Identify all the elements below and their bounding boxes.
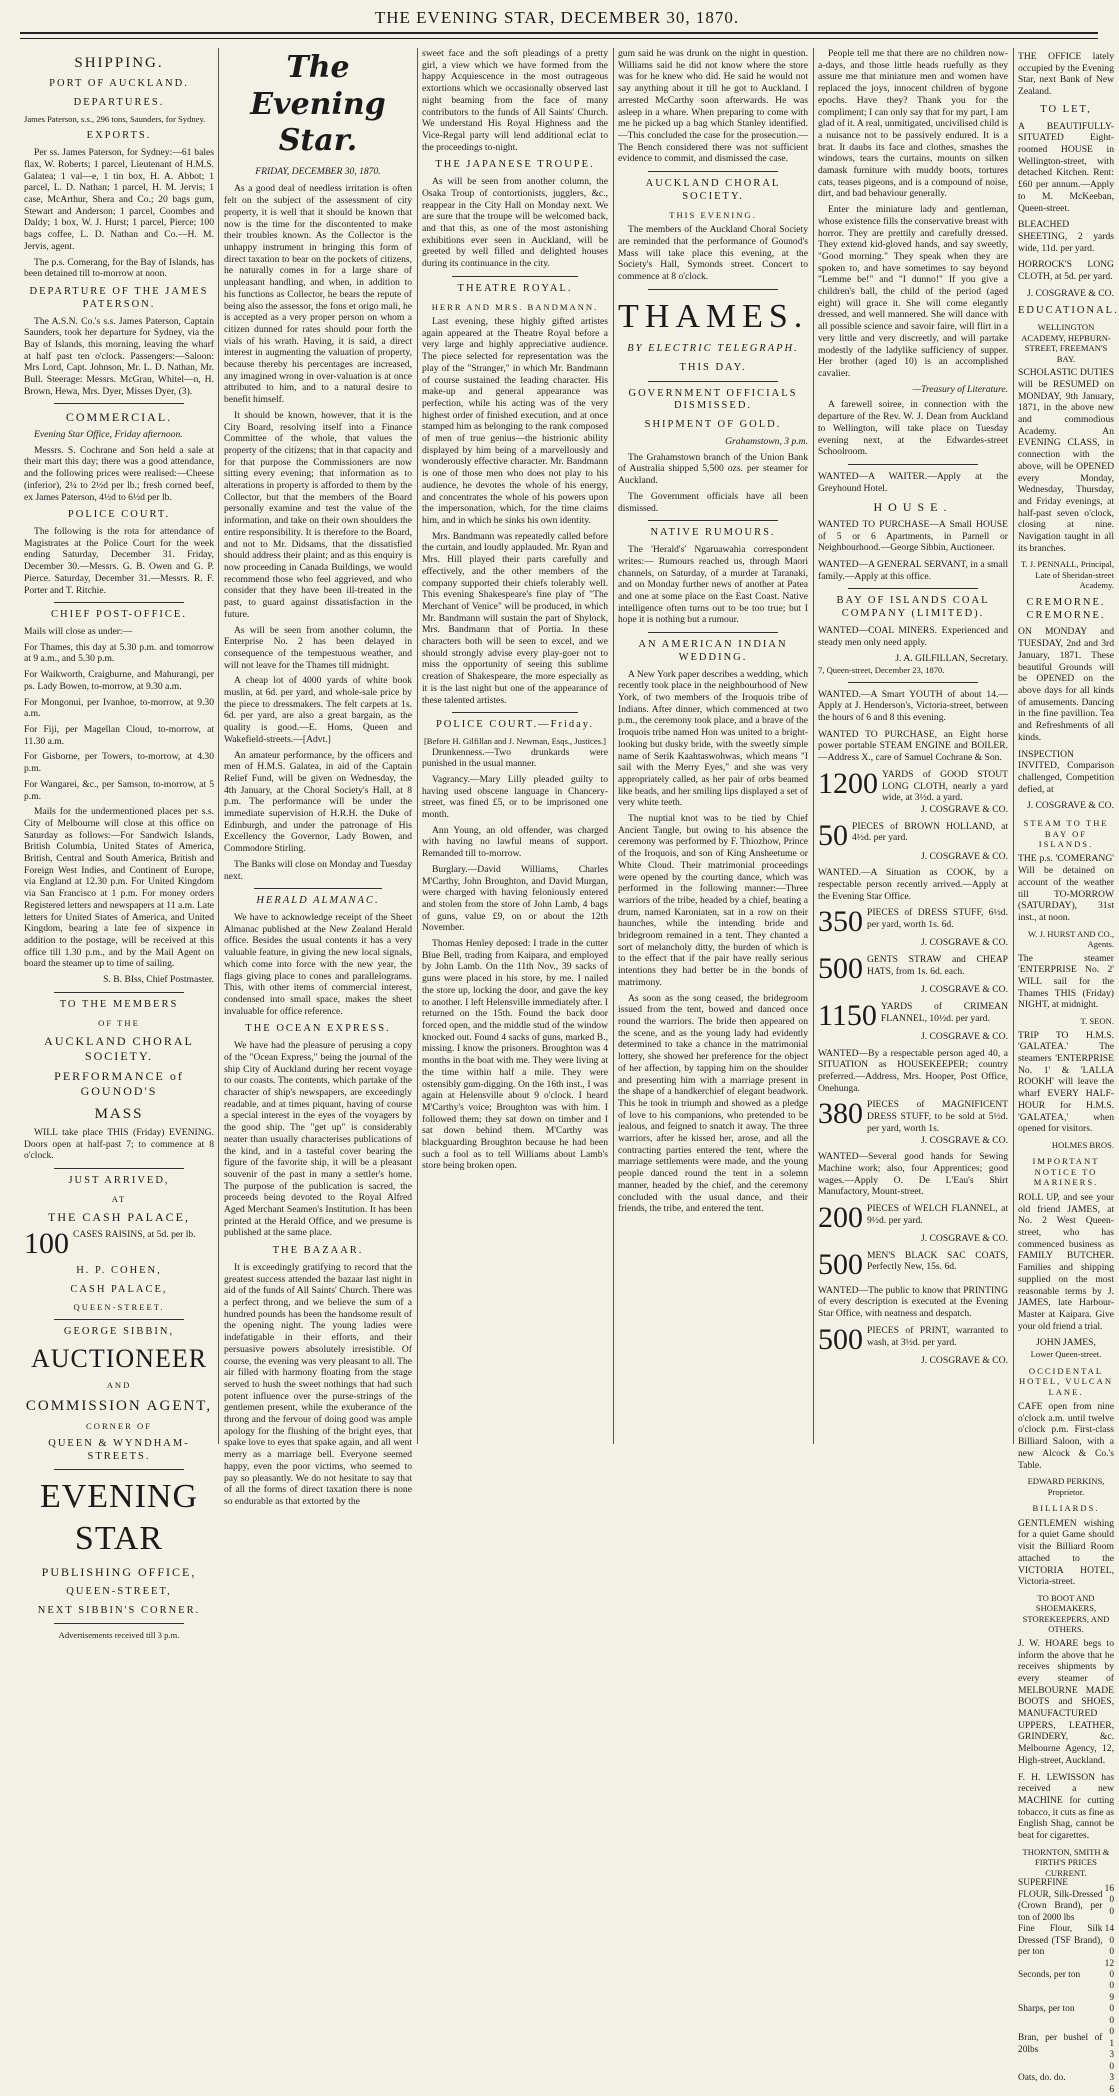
raisins-count: 100 — [24, 1226, 69, 1260]
hotel-heading: OCCIDENTAL HOTEL, VULCAN LANE. — [1018, 1365, 1114, 1397]
james-address: Lower Queen-street. — [1030, 1349, 1102, 1360]
cloth-text: MEN'S BLACK SAC COATS, Perfectly New, 15s. 6d. — [867, 1249, 1008, 1273]
classified-ad: WANTED—The public to know that PRINTING of every description is executed at the Evening Star Office, with neatness and despatch. — [818, 1284, 1008, 1320]
bazaar-continued: sweet face and the soft pleadings of a pretty girl, a view which we have formed from the happy Acquiescence in the most outrageous extortions which we occasionally observed last night beaming from the face of many contributors to the funds of All Saints' Church. We understand His Royal Highness and the Vice-Regal party will lend additional eclat to the proceedings to-night. — [422, 48, 608, 153]
ocean-express-text: We have had the pleasure of perusing a copy of the "Ocean Express," being the journal of the ship City of Auckland during her recent voyage to our coasts. The contents, which partake of the character of ship's newspapers, are exceedingly readable, and at times piquant, having of course a special interest in the eyes of the voyagers by the good ship. The "get up" is considerably neater than usually characterises publications of the kind, and in a tasteful cover bearing the figure of the favorite ship, it will be a pleasant souvenir of the past in many a settler's home. The purpose of the publication is sacred, the proceeds being devoted to the Royal Alfred Aged Merchant Seamen's Institution. It has been printed at the Herald Office, and we presume is published at the same place. — [224, 1040, 412, 1239]
wedding-paragraph: A New York paper describes a wedding, which recently took place in the neighbourhood of New York, of two members of the Iroquois tribe of Indians. After dinner, which commenced at two p.m., the ceremony took place, and a brave of the Iroquois tribe named Hon was united to a bright-looking but dusky bride, with the sweetly simple name of Serik Kaahtaswohwas, which means "I sail with the Merry Eyes," and she was very appropriately called, as her pair of orbs beamed like beads, and her smiling lips displayed a set of very white teeth. — [618, 668, 808, 809]
shipping-heading: SHIPPING. — [74, 55, 164, 71]
editorial-paragraph: An amateur performance, by the officers and men of H.M.S. Galatea, in aid of the Captain Relief Fund, will be given on Wednesday, the 4th January, at the Choral Society's Hall, at 8 p.m. The performance will be under the immediate supervision of H.R.H. the Duke of Edinburgh, and under the patronage of His Excellency the Governor, Lady Bowen, and Commodore Stirling. — [224, 749, 412, 855]
essay-source: —Treasury of Literature. — [912, 383, 1008, 395]
price-value: 0 1 3 — [1109, 2027, 1114, 2061]
cosgrave-sign: J. COSGRAVE & CO. — [921, 937, 1008, 949]
steam-heading: STEAM TO THE BAY OF ISLANDS. — [1023, 818, 1109, 849]
divider — [54, 992, 184, 993]
port-heading: PORT OF AUCKLAND. — [49, 78, 189, 90]
editorial-paragraph: The Banks will close on Monday and Tuesday next. — [224, 858, 412, 882]
departures-text: James Paterson, s.s., 296 tons, Saunders, for Sydney. — [24, 113, 206, 124]
column-2 — [220, 48, 416, 1507]
column-6 — [1014, 48, 1119, 2095]
classified-ad: WANTED—A GENERAL SERVANT, in a small family.—Apply at this office. — [818, 559, 1008, 582]
cloth-ad — [818, 1099, 1008, 1146]
children-essay: People tell me that there are no children now-a-days, and those little heads ruefully as they assure me that miniature men and women have replaced the joys, innocent children of bygone epochs. Have they? Thank you for the compliment; I can only say that for my part, I am glad of it. A real, unmitigated, uncivilised child is a nuisance not to be passively endured. It is a brat. It daubs its face and clothes, smashes the windows, tears the curtains, mounts on silken damask furniture with muddy boots, tortures cats, teases pigeons, and is a compound of noise, dirt, and bad behaviour generally. — [818, 48, 1008, 200]
cosgrave-sign: J. COSGRAVE & CO. — [921, 984, 1008, 996]
cloth-text: PIECES of PRINT, warranted to wash, at 3½d. per yard. — [867, 1324, 1008, 1348]
holmes-sign: HOLMES BROS. — [1051, 1140, 1114, 1150]
office-title: EVENING STAR — [39, 1478, 199, 1557]
cosgrave-sign: J. COSGRAVE & CO. — [921, 850, 1008, 862]
commercial-text: Messrs. S. Cochrane and Son held a sale at their mart this day; there was a good attendance, and the following prices were realised:—Cheese (inferior), 2¼ to 2½d per lb.; fresh corned beef, ex James Paterson, 4½d to 6½d per lb. — [24, 444, 214, 503]
coal-sign: J. A. GILFILLAN, Secretary. — [895, 653, 1008, 665]
price-item: SUPERFINE FLOUR, Silk-Dressed (Crown Brand), per ton of 2000 lbs — [1018, 1878, 1103, 1923]
choral-heading: AUCKLAND CHORAL SOCIETY. — [645, 178, 781, 202]
telegraph-line: BY ELECTRIC TELEGRAPH. — [627, 343, 799, 355]
office-street: QUEEN-STREET, — [66, 1585, 172, 1597]
sibbin-commission: COMMISSION AGENT, — [25, 1397, 213, 1414]
divider — [452, 276, 578, 277]
divider — [54, 1319, 184, 1320]
divider — [54, 602, 184, 603]
sheeting-ad: BLEACHED SHEETING, 2 yards wide, 11d. per yard. — [1018, 219, 1114, 254]
editorial-paragraph: As a good deal of needless irritation is often felt on the subject of the assessment of city property, it is well that it should be known that now is the time for the discontented to make their troubles known. As the Collector is the unhappy instrument in bringing this form of direct taxation to bear on the pockets of citizens, he naturally comes in for a large share of unpleasant handling, and when, in addition to his functions as Collector, he bears the repute of being also the assessor, the fons et origo mali, he is accepted as a very proper person on whom a citizen dunned for rates should pour forth the vials of his wrath. Having, it is said, a direct interest in augmenting the valuation of property, because thereby his percentages are increased, any imagined wrong in over-valuation is at once attributed to him, and to a natural desire to benefit himself. — [224, 183, 412, 406]
exports-text: Per ss. James Paterson, for Sydney:—61 bales flax, W. Roberts; 1 parcel, Lieutenant of H.M.S. Galatea; 1 val—e, 1 tin box, H. A. Abbot; 1 parcel, L. D. Nathan; 1 parcel, H. M. Jervis; 1 case, McArthur, Shera and Co.; 20 bags gum, Stewart and Anderson; 1 parcel, Coombes and Daldy; 1 box, W. J. Hurst; 1 parcel, Pierce; 100 bags coffee, L. D. Nathan and Co.—H. M. Jervis, agent. — [24, 147, 214, 252]
cosgrave-sign: J. COSGRAVE & CO. — [1027, 800, 1114, 812]
cohen-name: H. P. COHEN, — [76, 1264, 162, 1276]
choral-performance: PERFORMANCE of GOUNOD'S — [54, 1069, 184, 1098]
billiards-ad: GENTLEMEN wishing for a quiet Game should visit the Billiard Room attached to the VICTORIA HOTEL, Victoria-street. — [1018, 1517, 1114, 1588]
price-item: Sharps, per ton — [1018, 2004, 1075, 2015]
theatre-subheading: HERR AND MRS. BANDMANN. — [431, 301, 599, 312]
prices-heading: THORNTON, SMITH & FIRTH'S PRICES CURRENT. — [1022, 1846, 1110, 1878]
gold-text: The Grahamstown branch of the Union Bank of Australia shipped 5,500 ozs. per steamer for Auckland. — [618, 451, 808, 487]
price-item: Bran, per bushel of 20lbs — [1018, 2033, 1103, 2055]
post-office-heading: CHIEF POST-OFFICE. — [51, 609, 187, 621]
price-row — [1018, 2027, 1114, 2061]
column-1 — [20, 48, 218, 1641]
price-value: 14 0 0 — [1104, 1924, 1114, 1958]
exports-heading: EXPORTS. — [86, 130, 152, 142]
theatre-paragraph: Mrs. Bandmann was repeatedly called before the curtain, and loudly applauded. Mr. Ryan and Mrs. Hill played their parts carefully and effectively, and the other members of the company supported their chiefs tolerably well. This evening Shakespeare's fine play of "The Merchant of Venice" will be produced, in which Mr. Bandmann will sustain the part of Shylock, Mrs. Bandmann that of Portia. In these characters both will be seen to excel, and we should strongly advise every play-goer not to miss the opportunity of seeing this sublime creation of Shakespeare, the more especially as it is the last night but one of the appearance of these talented artistes. — [422, 530, 608, 706]
japanese-text: As will be seen from another column, the Osaka Troup of contortionists, jugglers, &c., reappear in the City Hall on Monday next. We are sure that the troupe will be welcomed back, and that this, as one of the most astonishing exhibitions ever seen in Auckland, will be greeted by well filled and delighted houses during its continuance in the city. — [422, 176, 608, 270]
choral-text: WILL take place THIS (Friday) EVENING. Doors open at half-past 7; to commence at 8 o'clock. — [24, 1126, 214, 1162]
editorial-paragraph: It should be known, however, that it is the City Board, resolving itself into a Finance Committee of the whole, that values the property of the citizens; that in that capacity and for that purpose the Commissioners are now sitting every evening; that information as to alterations in property is afforded to them by the Collector, but that the members of the Board personally examine and test the value of the information, and take on their own shoulders the entire responsibility. It is therefore to the Board, and not to Mr. Didsams, that the dissatisfied should address their plaint; and as this enquiry is now proceeding in Canada Buildings, we would recommend those who feel aggrieved, and who consider that they have been ill-treated in the past, to guard against dissatisfaction in the future. — [224, 409, 412, 620]
editorial-paragraph: As will be seen from another column, the Enterprise No. 2 has been delayed in consequence of the tempestuous weather, and will not leave for the Thames till midnight. — [224, 624, 412, 671]
children-essay: Enter the miniature lady and gentleman, whose existence fills the conservative breast with horror. They are prettily and carefully dressed. They extend kid-gloved hands, and say sweetly, "Good morning." They speak when they are spoken to, and have sometimes to say beyond "Lemme be!" and "I dunno!" If you give a children's ball, the child of the period (aged eight) will grace it. She will come elegantly dressed, and well mannered. She will dance with all possible science and savoir faire, will flirt in a very little and very discreetly, and will partake modestly of the ladylike sufficiency of supper. Her brother (aged 10) is an accomplished cavalier. — [818, 204, 1008, 379]
house-heading: HOUSE. — [873, 500, 953, 515]
comerang-notice: The p.s. Comerang, for the Bay of Islands, has been detained till to-morrow at noon. — [24, 256, 214, 280]
price-row — [1018, 1959, 1114, 1993]
post-line: Mails for the undermentioned places per s.s. City of Melbourne will close at this office on Saturday as follows:—For Sandwich Islands, British Columbia, United States of America, British, Central and South America, British and Foreign West Indies, and Continent of Europe, via England at 12.30 p.m. For United Kingdom via San Francisco at 1 p.m. For money orders Registered letters and newspapers at 11 a.m. Late letters for United States of America, and United Kingdom, bearing a late fee of sixpence in addition to the postage, will be received at this office till 1.30 p.m., and by the Mail Agent on board the steamer up to time of sailing. — [24, 806, 214, 970]
post-line: For Thames, this day at 5.30 p.m. and tomorrow at 9 a.m., and 5.30 p.m. — [24, 641, 214, 665]
enterprise-ad: The steamer 'ENTERPRISE No. 2' WILL sail for the Thames THIS (Friday) NIGHT, at midnight. — [1018, 952, 1114, 1011]
wedding-paragraph: The nuptial knot was to be tied by Chief Ancient Tangle, but owing to his absence the ceremony was performed by F. Thiozhow, Prince of the Iroquois, and son of King Ansheetume or White Cloud. Their matrimonial proceedings were opened by the courting dance, which was performed in the following manner:—Three warriors of the tribe, headed by a chief, beating a drum, named Karoniaten, sat in a row on their haunches, while the intending bride and bridegroom remained in a tent. They chanted a sort of melancholy ditty, the burden of which is to the effect that if the pair have really serious intentions they had better be in the bonds of matrimony. — [618, 813, 808, 988]
cloth-text: PIECES of MAGNIFICENT DRESS STUFF, to be sold at 5½d. per yard, worth 1s. — [867, 1099, 1008, 1134]
post-line: For Wangarei, &c., per Samson, to-morrow, at 5 p.m. — [24, 778, 214, 802]
departures-heading: DEPARTURES. — [73, 97, 165, 109]
cloth-count: 50 — [818, 818, 848, 852]
classified-ad: WANTED.—A Smart YOUTH of about 14.—Apply at J. Henderson's, Victoria-street, between the hours of 6 and 8 this evening. — [818, 688, 1008, 724]
hurst-sign: W. J. HURST AND CO., Agents. — [1028, 928, 1114, 950]
gold-heading: SHIPMENT OF GOLD. — [644, 419, 782, 431]
divider — [452, 712, 578, 713]
classified-ad: WANTED TO PURCHASE, an Eight horse power portable STEAM ENGINE and BOILER.—Address X., care of Samuel Cochrane & Son. — [818, 728, 1008, 764]
cohen-place: CASH PALACE, — [70, 1283, 168, 1295]
classified-ad: WANTED—By a respectable person aged 40, a SITUATION as HOUSEKEEPER; country preferred.—Address, Mrs. Hooper, Post Office, Onehunga. — [818, 1047, 1008, 1094]
price-item: Oats, do. do. — [1018, 2073, 1066, 2084]
boots-heading: TO BOOT AND SHOEMAKERS, STOREKEEPERS, AND OTHERS. — [1022, 1592, 1110, 1635]
cosgrave-sign: J. COSGRAVE & CO. — [1027, 287, 1114, 299]
cloth-count: 1150 — [818, 998, 877, 1032]
sibbin-streets: QUEEN & WYNDHAM-STREETS. — [48, 1437, 190, 1462]
office-next: NEXT SIBBIN'S CORNER. — [37, 1604, 201, 1616]
commercial-dateline: Evening Star Office, Friday afternoon. — [34, 429, 183, 441]
raisins-text: CASES RAISINS, at 5d. per lb. — [73, 1228, 196, 1240]
divider — [848, 464, 978, 465]
cloth-ad — [818, 998, 1008, 1043]
office-ads-note: Advertisements received till 3 p.m. — [58, 1630, 180, 1641]
coal-date: 7, Queen-street, December 23, 1870. — [818, 665, 945, 676]
ocean-express-heading: THE OCEAN EXPRESS. — [245, 1023, 391, 1035]
price-value: 9 0 0 — [1109, 1992, 1114, 2026]
cloth-ad — [818, 907, 1008, 949]
column-divider — [218, 48, 219, 1444]
classified-ad: WANTED.—A Situation as COOK, by a respectable person recently arrived.—Apply at the Evening Star Office. — [818, 867, 1008, 902]
divider — [54, 1623, 184, 1624]
police-paragraph: Thomas Henley deposed: I trade in the cutter Blue Bell, trading from Kaipara, and employed by John Lamb. On the 11th Nov., 39 sacks of guns were placed in his store, by me. I nailed the store up, locking the door, and gave the key to another. I left Helensville immediately after. I returned on the 15th. Found the back door forced open, and the middle stud of the window knocked out. Found 4 sacks of guns, marked B., missing. I know the prisoners. Broughton was 4 months in the boat with me. They were living at the time within half a mile. They were ostensibly gum-digging. On the 16th inst., I was again at Helensville about 9 o'clock. I heard M'Carthy's voice; Broughton was with him. I followed them; they sat down on timber and I sat down behind them. M'Carthy was blackguarding Broughton because he had been such a fool as to tell Williams about Lamb's store being broken open. — [422, 938, 608, 1172]
to-let-heading: TO LET, — [1040, 103, 1092, 115]
divider — [648, 520, 778, 521]
cloth-text: PIECES of DRESS STUFF, 6½d. per yard, worth 1s. 6d. — [867, 907, 1008, 931]
wedding-heading: AN AMERICAN INDIAN WEDDING. — [638, 639, 788, 663]
hotel-ad: CAFE open from nine o'clock a.m. until twelve o'clock p.m. First-class Billiard Saloon, with a new Alcock & Co.'s Table. — [1018, 1401, 1114, 1471]
cloth-count: 500 — [818, 1322, 863, 1356]
choral-mass: MASS — [94, 1105, 144, 1122]
cloth-ad — [818, 1322, 1008, 1367]
choral-subheading: THIS EVENING. — [669, 209, 757, 220]
cloth-ad — [818, 766, 1008, 816]
column-4 — [614, 48, 812, 1444]
rumours-text: The 'Herald's' Ngaruawahia correspondent writes:— Rumours reached us, through Maori channels, on Saturday, of a murder at Taranaki, and on Monday further news of another at Patea and one at some place on the East Coast. Native intelligence often turns out to be too true; but I hope it is nothing but a rumour. — [618, 544, 808, 626]
bazaar-text: It is exceedingly gratifying to record that the greatest success attended the bazaar last night in aid of the funds of All Saints' Church. There was a perfect throng, and we believe the sum of a hundred pounds has been the handsome result of the opening night. The young ladies were indefatigable in their efforts, and their persuasive powers absolutely irresistible. Of course, the evening was very pleasant to all. The air filled with harmony floating from the stage served to hush the sweet nothings that had such potent influence over the purse-strings of the gentlemen present, while the exuberance of the throng and the fervour of doing good was ample apology for the flushing of the bright eyes, that spake love to eyes that spake again, and all went merry as a marriage bell. Everyone seemed happy, even the poor victims, who seemed to pay so pleasantly. We do not hesitate to say that of all the forms of direct taxation there is none so endurable as that extorted by the — [224, 1261, 412, 1507]
column-5 — [814, 48, 1012, 1444]
cosgrave-sign: J. COSGRAVE & CO. — [921, 1233, 1008, 1245]
inspection-ad: INSPECTION INVITED, Comparison challenged, Competition defied, at — [1018, 748, 1114, 795]
divider — [648, 632, 778, 633]
longcloth-ad: HORROCK'S LONG CLOTH, at 5d. per yard. — [1018, 259, 1114, 283]
issue-dateline: FRIDAY, DECEMBER 30, 1870. — [255, 165, 381, 177]
officials-heading: GOVERNMENT OFFICIALS DISMISSED. — [628, 387, 798, 412]
choral-of: OF THE — [98, 1017, 140, 1028]
postmaster-sign: S. B. BIss, Chief Postmaster. — [103, 974, 214, 986]
gold-dateline: Grahamstown, 3 p.m. — [725, 436, 808, 448]
divider — [648, 289, 778, 290]
thames-heading: THAMES. — [618, 297, 809, 335]
cosgrave-sign: J. COSGRAVE & CO. — [921, 1354, 1008, 1366]
post-line: Mails will close as under:— — [24, 626, 133, 638]
police-heading: POLICE COURT. — [67, 509, 171, 521]
divider — [848, 588, 978, 589]
cloth-ad — [818, 1247, 1008, 1281]
column-3 — [418, 48, 612, 1444]
arrived-heading: JUST ARRIVED, — [68, 1174, 170, 1186]
price-row — [1018, 1924, 1114, 1958]
cloth-ad — [818, 1203, 1008, 1245]
seon-sign: T. SEON. — [1080, 1016, 1114, 1027]
divider — [54, 1168, 184, 1169]
james-sign: JOHN JAMES, — [1036, 1337, 1096, 1349]
price-row — [1018, 1878, 1114, 1924]
billiards-heading: BILLIARDS. — [1032, 1503, 1100, 1514]
almanac-heading: HERALD ALMANAC. — [256, 895, 380, 907]
police-bench: [Before H. Gilfillan and J. Newman, Esqs., Justices.] — [423, 736, 607, 747]
price-row — [1018, 2062, 1114, 2096]
divider — [648, 171, 778, 172]
theatre-heading: THEATRE ROYAL. — [457, 282, 573, 294]
mariners-heading: IMPORTANT NOTICE TO MARINERS. — [1032, 1156, 1100, 1188]
comerang-ad: THE p.s. 'COMERANG' Will be detained on account of the weather till TO-MORROW (SATURDAY), 31st inst., at noon. — [1018, 853, 1114, 923]
post-line: For Gisborne, per Towers, to-morrow, at 4.30 p.m. — [24, 751, 214, 775]
cloth-count: 1200 — [818, 766, 878, 800]
police-court-heading: POLICE COURT.—Friday. — [435, 719, 595, 731]
masthead: THE EVENING STAR, DECEMBER 30, 1870. — [374, 8, 740, 27]
choral-society: AUCKLAND CHORAL SOCIETY. — [44, 1034, 194, 1063]
this-day: THIS DAY. — [679, 361, 747, 373]
sibbin-name: GEORGE SIBBIN, — [63, 1325, 175, 1337]
academy-name: WELLINGTON ACADEMY, HEPBURN-STREET, FREEMAN'S BAY. — [1021, 322, 1111, 364]
office-to-let-ad: THE OFFICE lately occupied by the Evening Star, next Bank of New Zealand. — [1018, 51, 1114, 98]
cremorne-ad: ON MONDAY and TUESDAY, 2nd and 3rd January, 1871. These beautiful Grounds will be OPENED on the above days for all kinds of amusements. Dancing in the fine pavillion. Tea and Refreshments of all kinds. — [1018, 626, 1114, 743]
divider — [648, 381, 778, 382]
price-value: 0 3 6 — [1109, 2061, 1114, 2095]
arrived-place: THE CASH PALACE, — [48, 1210, 190, 1225]
price-item: Fine Flour, Silk Dressed (TSF Brand), per ton — [1018, 1924, 1103, 1958]
choral-text: The members of the Auckland Choral Society are reminded that the performance of Gounod's Mass will take place this evening, at the Society's Hall, Symonds street. Concert to commence at 8 o'clock. — [618, 224, 808, 282]
departure-heading: DEPARTURE OF THE JAMES PATERSON. — [29, 285, 209, 310]
price-item: Seconds, per ton — [1018, 1970, 1081, 1980]
price-row — [1018, 1993, 1114, 2027]
post-list — [24, 626, 214, 970]
perkins-sign: EDWARD PERKINS, Proprietor. — [1027, 1476, 1105, 1497]
cohen-street: QUEEN-STREET. — [73, 1302, 165, 1313]
educational-heading: EDUCATIONAL. — [1018, 305, 1119, 317]
theatre-paragraph: Last evening, these highly gifted artistes again appeared at the Theatre Royal before a very large and highly appreciative audience. The piece selected for representation was the play of the "Stranger," in which Mr. Bandmann of course sustained the leading character. His make-up and general appearance was perfection, while his acting was of the very highest order of finished execution, and at once stamped him as belonging to the rank composed of men of true genius—the histrionic ability displayed by him being of a marvellously and wonderously effective character. Mr. Bandmann is one of those men who does not play to his audience, he devotes the whole of his energy, and concentrates the whole of his powers upon the impersonation, which, for the time claims him, and in which he sinks his own identity. — [422, 316, 608, 526]
classified-ad: WANTED—A WAITER.—Apply at the Greyhound Hotel. — [818, 470, 1008, 494]
cosgrave-sign: J. COSGRAVE & CO. — [921, 803, 1008, 815]
classified-ad: WANTED TO PURCHASE—A Small HOUSE of 5 or 6 Apartments, in Parnell or Neighbourhood.—George Sibbin, Auctioneer. — [818, 518, 1008, 554]
academy-sign: T. J. PENNALL, Principal, Late of Sheridan-street Academy. — [1020, 559, 1114, 591]
cloth-text: YARDS of CRIMEAN FLANNEL, 10½d. per yard. — [880, 1000, 1008, 1024]
divider — [254, 888, 382, 889]
cloth-count: 500 — [818, 1247, 863, 1281]
cloth-text: YARDS of GOOD STOUT LONG CLOTH, nearly a yard wide, at 3½d. a yard. — [882, 768, 1008, 804]
cloth-text: PIECES of WELCH FLANNEL, at 9½d. per yard. — [867, 1203, 1008, 1226]
raisins-ad — [24, 1226, 214, 1260]
bazaar-heading: THE BAZAAR. — [272, 1245, 364, 1257]
almanac-text: We have to acknowledge receipt of the Sheet Almanac published at the New Zealand Herald office. Besides the usual contents it has a very valuable feature, in giving the new local signals, which come into force with the new year, the flags giving place to cones and parallelograms. This, with other items of commercial interest, condensed into small space, makes the sheet invaluable for office reference. — [224, 912, 412, 1017]
cloth-text: PIECES of BROWN HOLLAND, at 4½d. per yard. — [852, 820, 1008, 844]
police-paragraph: Burglary.—David Williams, Charles M'Carthy, John Broughton, and David Murgan, were charged with having feloniously entered and stolen from the store of John Lamb, 4 bags of guns, value £9, on or about the 12th November. — [422, 863, 608, 934]
sibbin-title: AUCTIONEER — [30, 1343, 208, 1373]
price-value: 12 0 0 — [1104, 1958, 1114, 1992]
cloth-ad — [818, 818, 1008, 863]
office-sub: PUBLISHING OFFICE, — [41, 1565, 197, 1580]
police-paragraph: Ann Young, an old offender, was charged with having no lawful means of support. Remanded till to-morrow. — [422, 824, 608, 860]
mariners-ad: ROLL UP, and see your old friend JAMES, at No. 2 West Queen-street, who has commenced business as FAMILY BUTCHER. Families and shipping supplied on the most reasonable terms by J. JAMES, late Harbour-Master at Kaipara. Give your old friend a trial. — [1018, 1191, 1114, 1332]
wedding-paragraph: As soon as the song ceased, the bridegroom issued from the tent, bowed and danced once round the warriors. The bride then appeared on the scene, and as the young lady had evidently determined to take a chance in the matrimonial lottery, she showed her preference for the object of her affection, by tapping him on the shoulder and presenting him with a marriage present in the shape of a handkerchief of elegant beadwork. This he took in triumph and showed as a pledge of love to his companions, who pretended to be jealous, and feigned to snatch it away. The three warriors, after he kissed her, arose, and all the contracting parties entered the tent, where the marriage settlements were made, and the young people danced round the tent in a solemn manner, headed by the chief, and the ceremony concluded with the usual dance, and their friends, the tribe, and entered the tent. — [618, 992, 808, 1215]
commercial-heading: COMMERCIAL. — [65, 410, 173, 425]
masthead-rule — [20, 32, 1098, 34]
police-paragraph: Vagrancy.—Mary Lilly pleaded guilty to having used obscene language in Chancery-street, was fined £5, or to be imprisoned one month. — [422, 773, 608, 821]
cloth-count: 380 — [818, 1097, 863, 1131]
arrived-at: AT — [111, 1193, 127, 1204]
divider — [848, 682, 978, 683]
tobacco-ad: F. H. LEWISSON has received a new MACHINE for cutting tobacco, it cuts as fine as English Shag, cannot be beat for cigarettes. — [1018, 1771, 1114, 1842]
divider — [54, 1469, 184, 1470]
sibbin-and: AND — [106, 1380, 132, 1391]
newspaper-flag: The Evening Star. — [250, 50, 386, 159]
masthead-rule-thin — [20, 38, 1098, 39]
to-let-ad: A BEAUTIFULLY-SITUATED Eight-roomed HOUSE in Wellington-street, with detached Kitchen. Rent: £60 per annum.—Apply to M. McKeeban, Queen-street. — [1018, 120, 1114, 214]
cloth-count: 500 — [818, 952, 863, 986]
cosgrave-sign: J. COSGRAVE & CO. — [921, 1030, 1008, 1042]
cloth-count: 200 — [818, 1201, 863, 1235]
editorial-paragraph: A cheap lot of 4000 yards of white book muslin, at 6d. per yard, and whole-sale price by the piece to dressmakers. The felt carpets at 1s. 6d. per yard, are also a great bargain, as the quality is good.—E. Homs, Queen and Wakefield-streets.—[Advt.] — [224, 675, 412, 745]
police-paragraph: Drunkenness.—Two drunkards were punished in the usual manner. — [422, 746, 608, 770]
departure-text: The A.S.N. Co.'s s.s. James Paterson, Captain Saunders, took her departure for Sydney, via the Bay of Islands, this morning, leaving the wharf at half past ten o'clock. Passengers:—Saloon: Mrs Lord, Capt. Johnson, Mr. L. D. Nathan, Mr. Bull. Steerage: Messrs. McGrau, Whitel—n, H. Brown, Hewa, Mrs. Dyer, Misses Dyer, (3). — [24, 315, 214, 397]
cloth-count: 350 — [818, 905, 863, 939]
post-line: For Fiji, per Magellan Cloud, to-morrow, at 11.30 a.m. — [24, 724, 214, 747]
rumours-heading: NATIVE RUMOURS. — [650, 527, 776, 539]
cosgrave-sign: J. COSGRAVE & CO. — [921, 1134, 1008, 1146]
japanese-heading: THE JAPANESE TROUPE. — [435, 159, 595, 171]
police-rota: The following is the rota for attendance of Magistrates at the Police Court for the week ending Saturday, December 31. Friday, December 30.—Messrs. G. B. Owen and G. P. Pierce. Saturday, December 31.—Messrs. R. F. Porter and T. Ritchie. — [24, 526, 214, 596]
cloth-ad — [818, 954, 1008, 996]
police-continued: gum said he was drunk on the night in question. Williams said he did not know where the store was for he knew who did. He said he would not say anything about it till he got to Auckland. I arrested McCarthy soon afterwards. He was asleep in a whare. When preparing to come with me he picked up a bag which Stanley identified.—This concluded the case for the prosecution.—The Bench considered there was not sufficient evidence to commit, and dismissed the case. — [618, 48, 808, 165]
cremorne-heading: CREMORNE. CREMORNE. — [1026, 596, 1106, 621]
choral-to: TO THE MEMBERS — [59, 998, 179, 1010]
classified-ad: WANTED—Several good hands for Sewing Machine work; also, four Apprentices; good wages.—Apply O. De L'Eau's Shirt Manufactory, Mount-street. — [818, 1151, 1008, 1198]
divider — [54, 403, 184, 404]
academy-ad: SCHOLASTIC DUTIES will be RESUMED on MONDAY, 9th January, 1871, in the above new and commodious Academy. An EVENING CLASS, in connection with the above, will be OPENED every Monday, Wednesday, Thursday, and Friday evenings, at half-past seven o'clock, closing at nine. Navigation taught in all its branches. — [1018, 367, 1114, 554]
coal-company-heading: BAY OF ISLANDS COAL COMPANY (LIMITED). — [836, 595, 990, 620]
prices-table — [1018, 1878, 1114, 2096]
farewell-notice: A farewell soiree, in connection with the departure of the Rev. W. J. Dean from Auckland to Wellington, will take place on Tuesday evening next, at the Edwardes-street Schoolroom. — [818, 399, 1008, 458]
sibbin-corner: CORNER OF — [86, 1421, 152, 1432]
galatea-ad: TRIP TO H.M.S. 'GALATEA.' The steamers 'ENTERPRISE No. 1' & 'LALLA ROOKH' will leave the wharf EVERY HALF-HOUR for H.M.S. 'GALATEA,' when opened for visitors. — [1018, 1029, 1114, 1135]
post-line: For Waikworth, Craigburne, and Mahurangi, per ps. Lady Bowen, to-morrow, at 9.30 a.m. — [24, 669, 214, 692]
price-value: 16 0 0 — [1104, 1883, 1114, 1917]
cloth-text: GENTS STRAW and CHEAP HATS, from 1s. 6d. each. — [867, 954, 1008, 977]
classified-ad: WANTED—COAL MINERS. Experienced and steady men only need apply. — [818, 625, 1008, 648]
officials-text: The Government officials have all been dismissed. — [618, 490, 808, 514]
boots-ad: J. W. HOARE begs to inform the above that he receives shipments by every steamer of MELBOURNE MADE BOOTS and SHOES, MANUFACTURED UPPERS, LEATHER, GRINDERY, &c. Melbourne Agency, 12, High-street, Auckland. — [1018, 1637, 1114, 1766]
post-line: For Mongonui, per Ivanhoe, to-morrow, at 9.30 a.m. — [24, 696, 214, 720]
